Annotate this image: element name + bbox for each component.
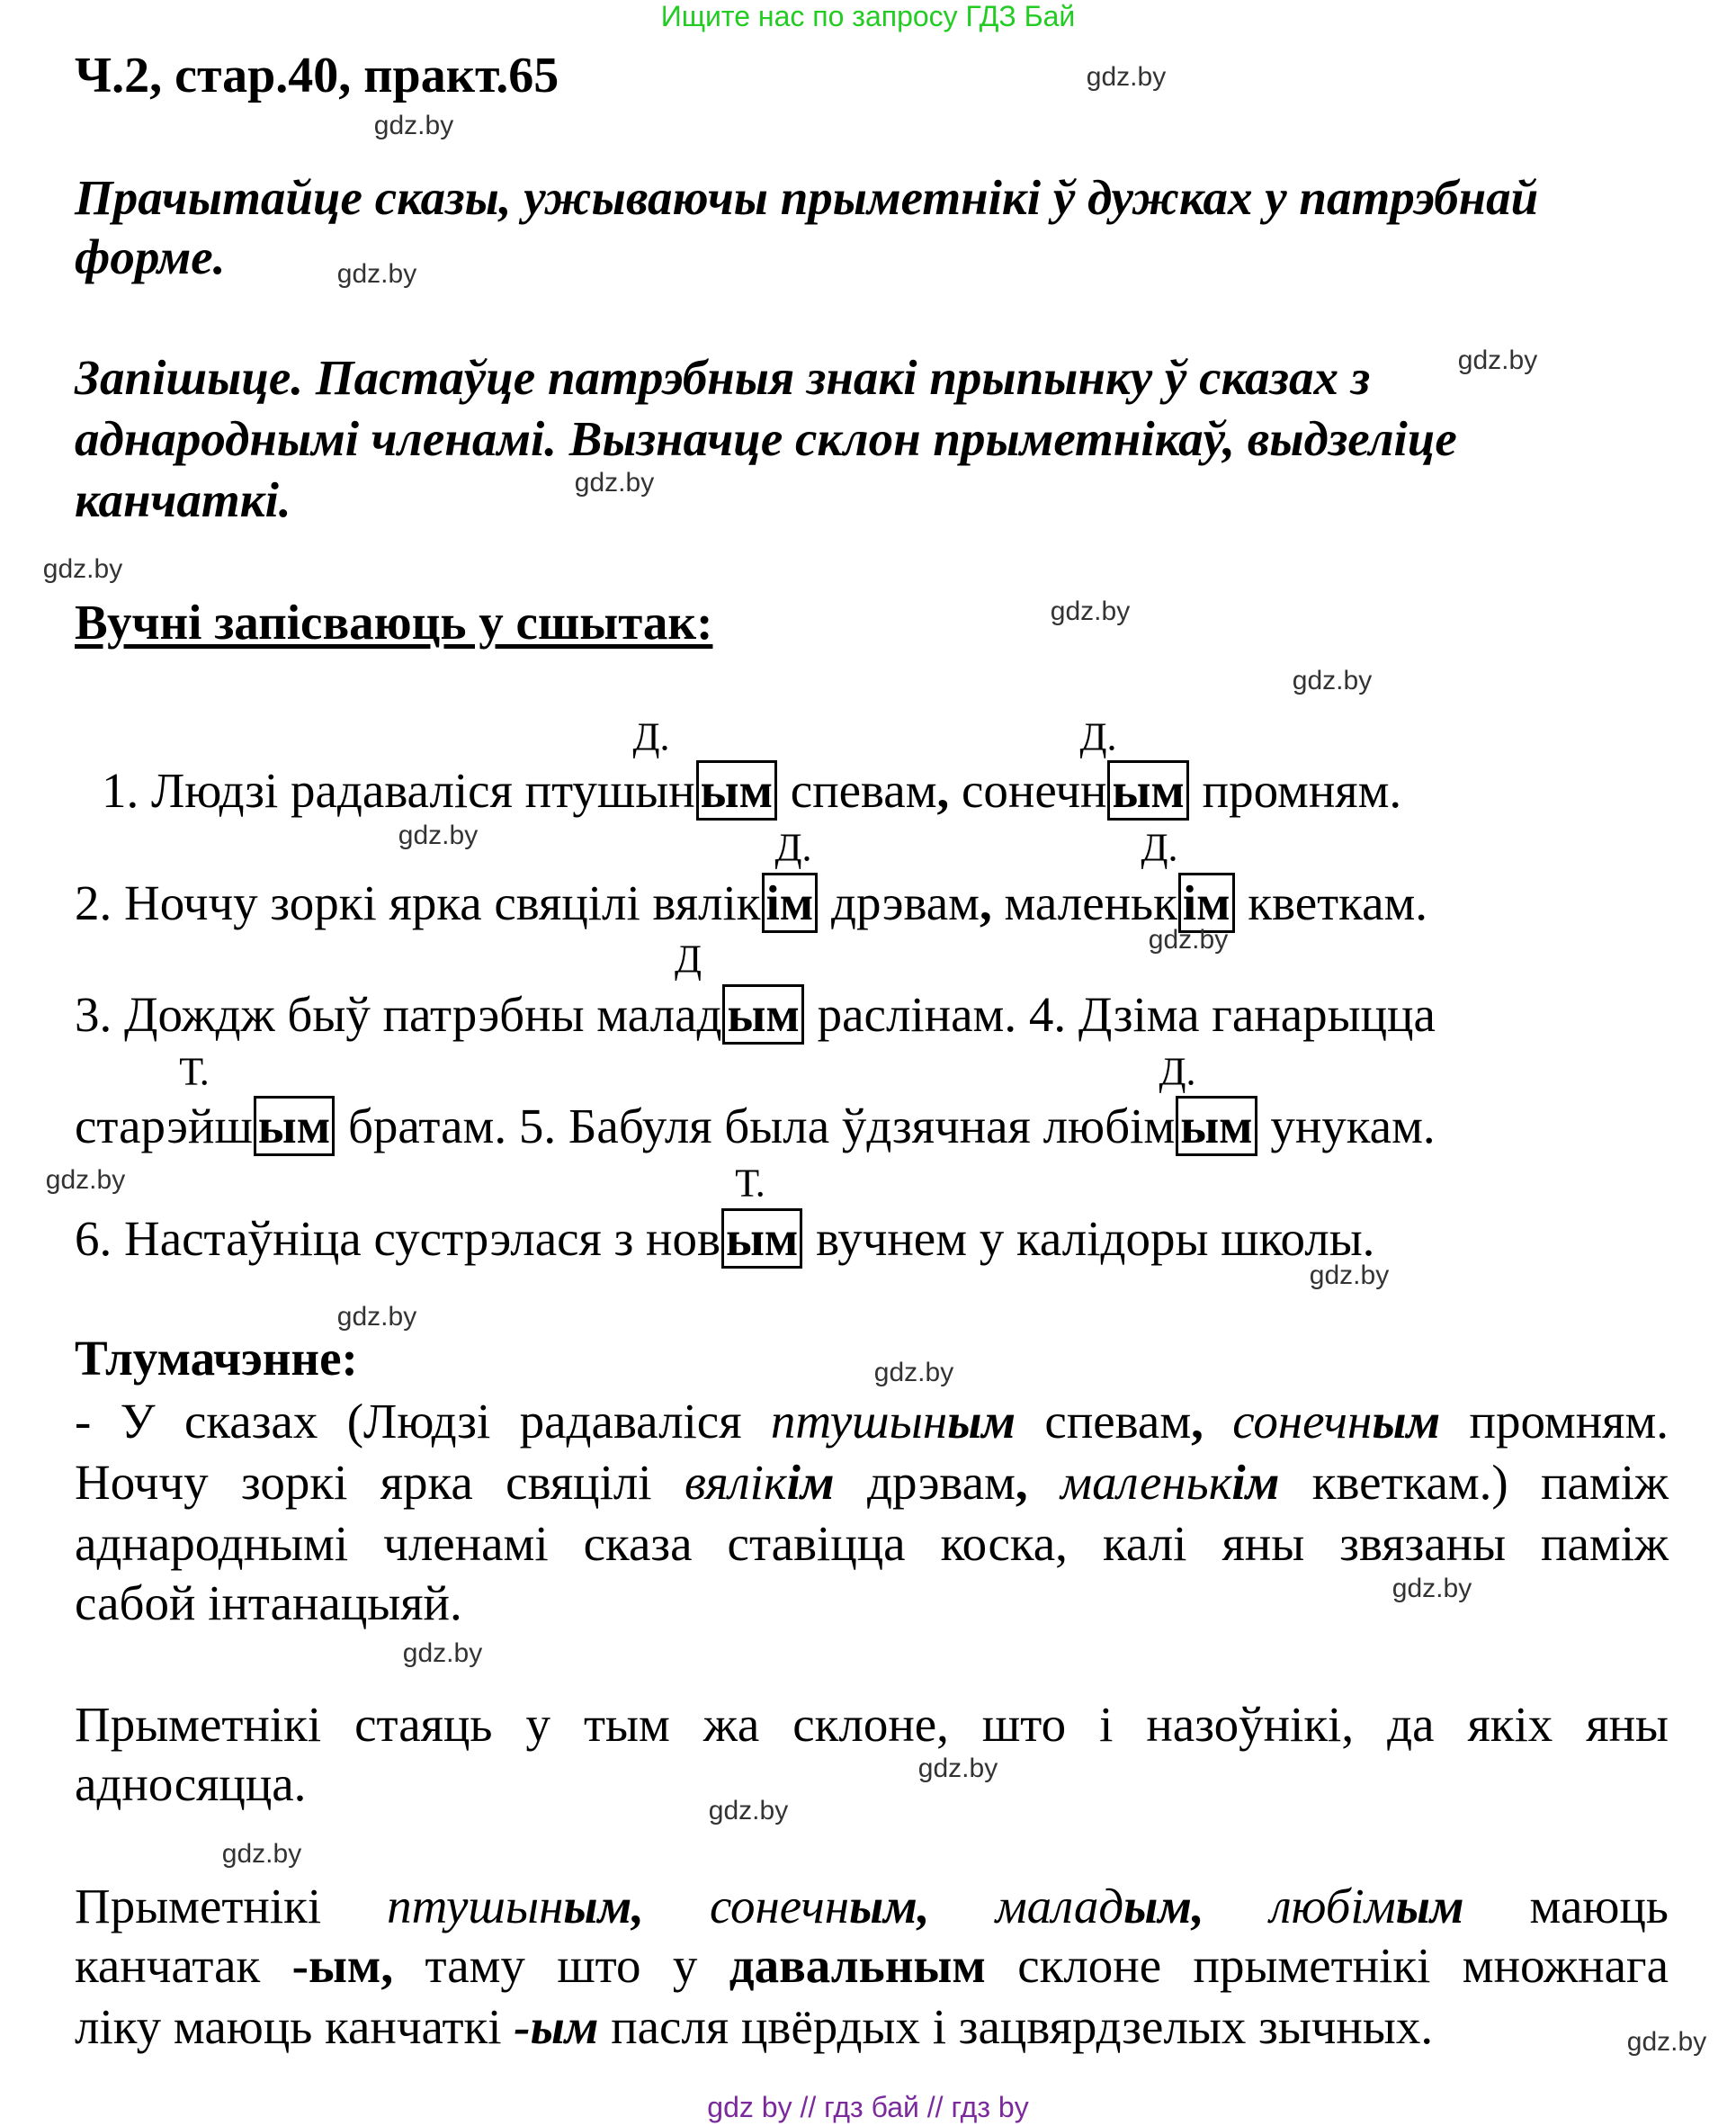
highlighted-ending: ым (1107, 760, 1188, 821)
text-segment: пасля цвёрдых і зацвярдзелых зычных. (598, 1999, 1434, 2054)
task-line: канчаткі. (75, 472, 291, 527)
highlighted-ending: ым (722, 984, 803, 1045)
explanation-line (75, 1935, 1669, 1996)
text-segment: раслінам. 4. Дзіма ганарыцца (804, 987, 1436, 1042)
explanation-line (75, 1513, 1669, 1574)
explanation-heading: Тлумачэнне: (75, 1331, 358, 1386)
watermark: gdz.by (1086, 62, 1167, 92)
text-segment: -ым, (291, 1938, 394, 1993)
sentence-line (102, 759, 1401, 822)
explanation-line (75, 1452, 1669, 1513)
text-segment: 3. Дождж быў патрэбны малад (75, 987, 722, 1042)
text-segment: ым, (849, 1879, 930, 1933)
highlighted-ending: ым (696, 760, 777, 821)
watermark: gdz.by (336, 259, 417, 289)
task-line: аднароднымі членамі. Вызначце склон прыметнікаў, выдзеліце (75, 411, 1457, 466)
explanation-line (75, 1876, 1669, 1937)
explanation-line (75, 1391, 1669, 1452)
text-segment: промням. (1189, 763, 1402, 818)
text-segment: маленьк (1060, 1455, 1232, 1510)
text-segment: , (1191, 1394, 1204, 1449)
text-segment: любім (1269, 1879, 1396, 1933)
text-segment: - У сказах (Людзі радаваліся (75, 1394, 771, 1449)
text-segment: кветкам.) паміж (1279, 1455, 1669, 1510)
text-segment: таму што у (393, 1938, 729, 1993)
highlighted-ending: ым (254, 1096, 335, 1156)
text-segment: промням. (1440, 1394, 1669, 1449)
watermark: gdz.by (873, 1358, 954, 1387)
text-segment: ым, (1123, 1879, 1204, 1933)
footer-links: gdz by // гдз бай // гдз by (707, 2091, 1029, 2123)
watermark: gdz.by (574, 468, 655, 498)
page-title: Ч.2, стар.40, практ.65 (75, 48, 559, 103)
sentence-line (75, 1207, 1374, 1270)
text-segment: , (1015, 1455, 1028, 1510)
text-segment: -ым (514, 1999, 599, 2054)
text-segment: ым (1372, 1394, 1441, 1449)
case-label: Д. (632, 714, 670, 759)
text-segment: птушын (387, 1879, 564, 1933)
highlighted-ending: ім (1178, 873, 1235, 933)
text-segment: , (936, 763, 950, 818)
text-segment: ым, (563, 1879, 645, 1933)
text-segment (644, 1879, 710, 1933)
text-segment: вучнем у калідоры школы. (803, 1211, 1375, 1266)
case-label: Д. (1079, 714, 1117, 759)
case-label: Д (674, 937, 702, 982)
task-line: форме. (75, 229, 226, 284)
text-segment (930, 1879, 996, 1933)
case-label: Т. (735, 1161, 765, 1206)
text-segment (1028, 1455, 1060, 1510)
watermark: gdz.by (402, 1638, 483, 1668)
text-segment: братам. 5. Бабуля была ўдзячная любім (336, 1099, 1176, 1153)
text-segment: унукам. (1257, 1099, 1436, 1153)
text-segment (1204, 1879, 1270, 1933)
watermark: gdz.by (1050, 597, 1131, 626)
text-segment: склоне прыметнікі множнага (985, 1938, 1669, 1993)
text-segment: Ноччу зоркі ярка свяцілі (75, 1455, 685, 1510)
text-segment (1204, 1394, 1232, 1449)
text-segment: сонечн (1232, 1394, 1373, 1449)
text-segment: аднароднымі членамі сказа ставіцца коска, калі яны звязаны паміж (75, 1516, 1669, 1571)
text-segment: птушын (770, 1394, 948, 1449)
explanation-line (75, 1996, 1669, 2058)
explanation-line (75, 1694, 1669, 1755)
sentence-line (75, 1095, 1436, 1158)
section-heading-copy: Вучні запісваюць у сшытак: (75, 595, 713, 650)
text-segment: канчатак (75, 1938, 292, 1993)
text-segment: дрэвам (834, 1455, 1016, 1510)
text-segment: давальным (729, 1938, 986, 1993)
watermark: gdz.by (221, 1839, 302, 1869)
watermark: gdz.by (1148, 925, 1229, 955)
search-banner: Ищите нас по запросу ГДЗ Бай (660, 0, 1076, 32)
case-label: Д. (1141, 825, 1178, 870)
text-segment: ым (1395, 1879, 1464, 1933)
watermark: gdz.by (917, 1754, 998, 1783)
case-label: Т. (179, 1049, 210, 1094)
watermark: gdz.by (398, 821, 479, 850)
text-segment: ім (786, 1455, 835, 1510)
watermark: gdz.by (1457, 345, 1538, 375)
text-segment: сабой інтанацыяй. (75, 1575, 462, 1630)
text-segment: ліку маюць канчаткі (75, 1999, 515, 2054)
watermark: gdz.by (1391, 1574, 1472, 1603)
highlighted-ending: ім (762, 873, 819, 933)
text-segment: ім (1231, 1455, 1280, 1510)
text-segment: Прыметнікі (75, 1879, 388, 1933)
case-label: Д. (774, 825, 812, 870)
text-segment: маленьк (991, 875, 1177, 930)
watermark: gdz.by (336, 1302, 417, 1332)
watermark: gdz.by (373, 111, 454, 140)
text-segment: , (979, 875, 992, 930)
text-segment: старэйш (75, 1099, 253, 1153)
case-label: Д. (1159, 1049, 1196, 1094)
text-segment: маюць (1463, 1879, 1669, 1933)
text-segment: 2. Ноччу зоркі ярка свяцілі вялік (75, 875, 761, 930)
text-segment: адносяцца. (75, 1756, 307, 1811)
watermark: gdz.by (708, 1796, 789, 1825)
text-segment: Прыметнікі стаяць у тым жа склоне, што і назоўнікі, да якіх яны (75, 1697, 1669, 1752)
text-segment: вялік (684, 1455, 787, 1510)
task-line: Прачытайце сказы, ужываючы прыметнікі ў дужках у патрэбнай (75, 170, 1539, 225)
text-segment: кветкам. (1235, 875, 1428, 930)
explanation-line (75, 1754, 1669, 1815)
highlighted-ending: ым (1176, 1096, 1257, 1156)
highlighted-ending: ым (721, 1208, 802, 1269)
text-segment: дрэвам (819, 875, 980, 930)
text-segment: спевам (1016, 1394, 1192, 1449)
task-line: Запішыце. Пастаўце патрэбныя знакі прыпынку ў сказах з (75, 350, 1371, 405)
watermark: gdz.by (1626, 2027, 1707, 2057)
text-segment: сонечн (949, 763, 1107, 818)
watermark: gdz.by (1309, 1260, 1390, 1290)
watermark: gdz.by (42, 554, 123, 584)
text-segment: спевам (778, 763, 937, 818)
text-segment: малад (995, 1879, 1124, 1933)
watermark: gdz.by (1292, 666, 1373, 695)
text-segment: 6. Настаўніца сустрэлася з нов (75, 1211, 720, 1266)
watermark: gdz.by (45, 1165, 126, 1195)
text-segment: сонечн (709, 1879, 850, 1933)
text-segment: 1. Людзі радаваліся птушын (102, 763, 695, 818)
sentence-line (75, 983, 1436, 1046)
text-segment: ым (947, 1394, 1016, 1449)
